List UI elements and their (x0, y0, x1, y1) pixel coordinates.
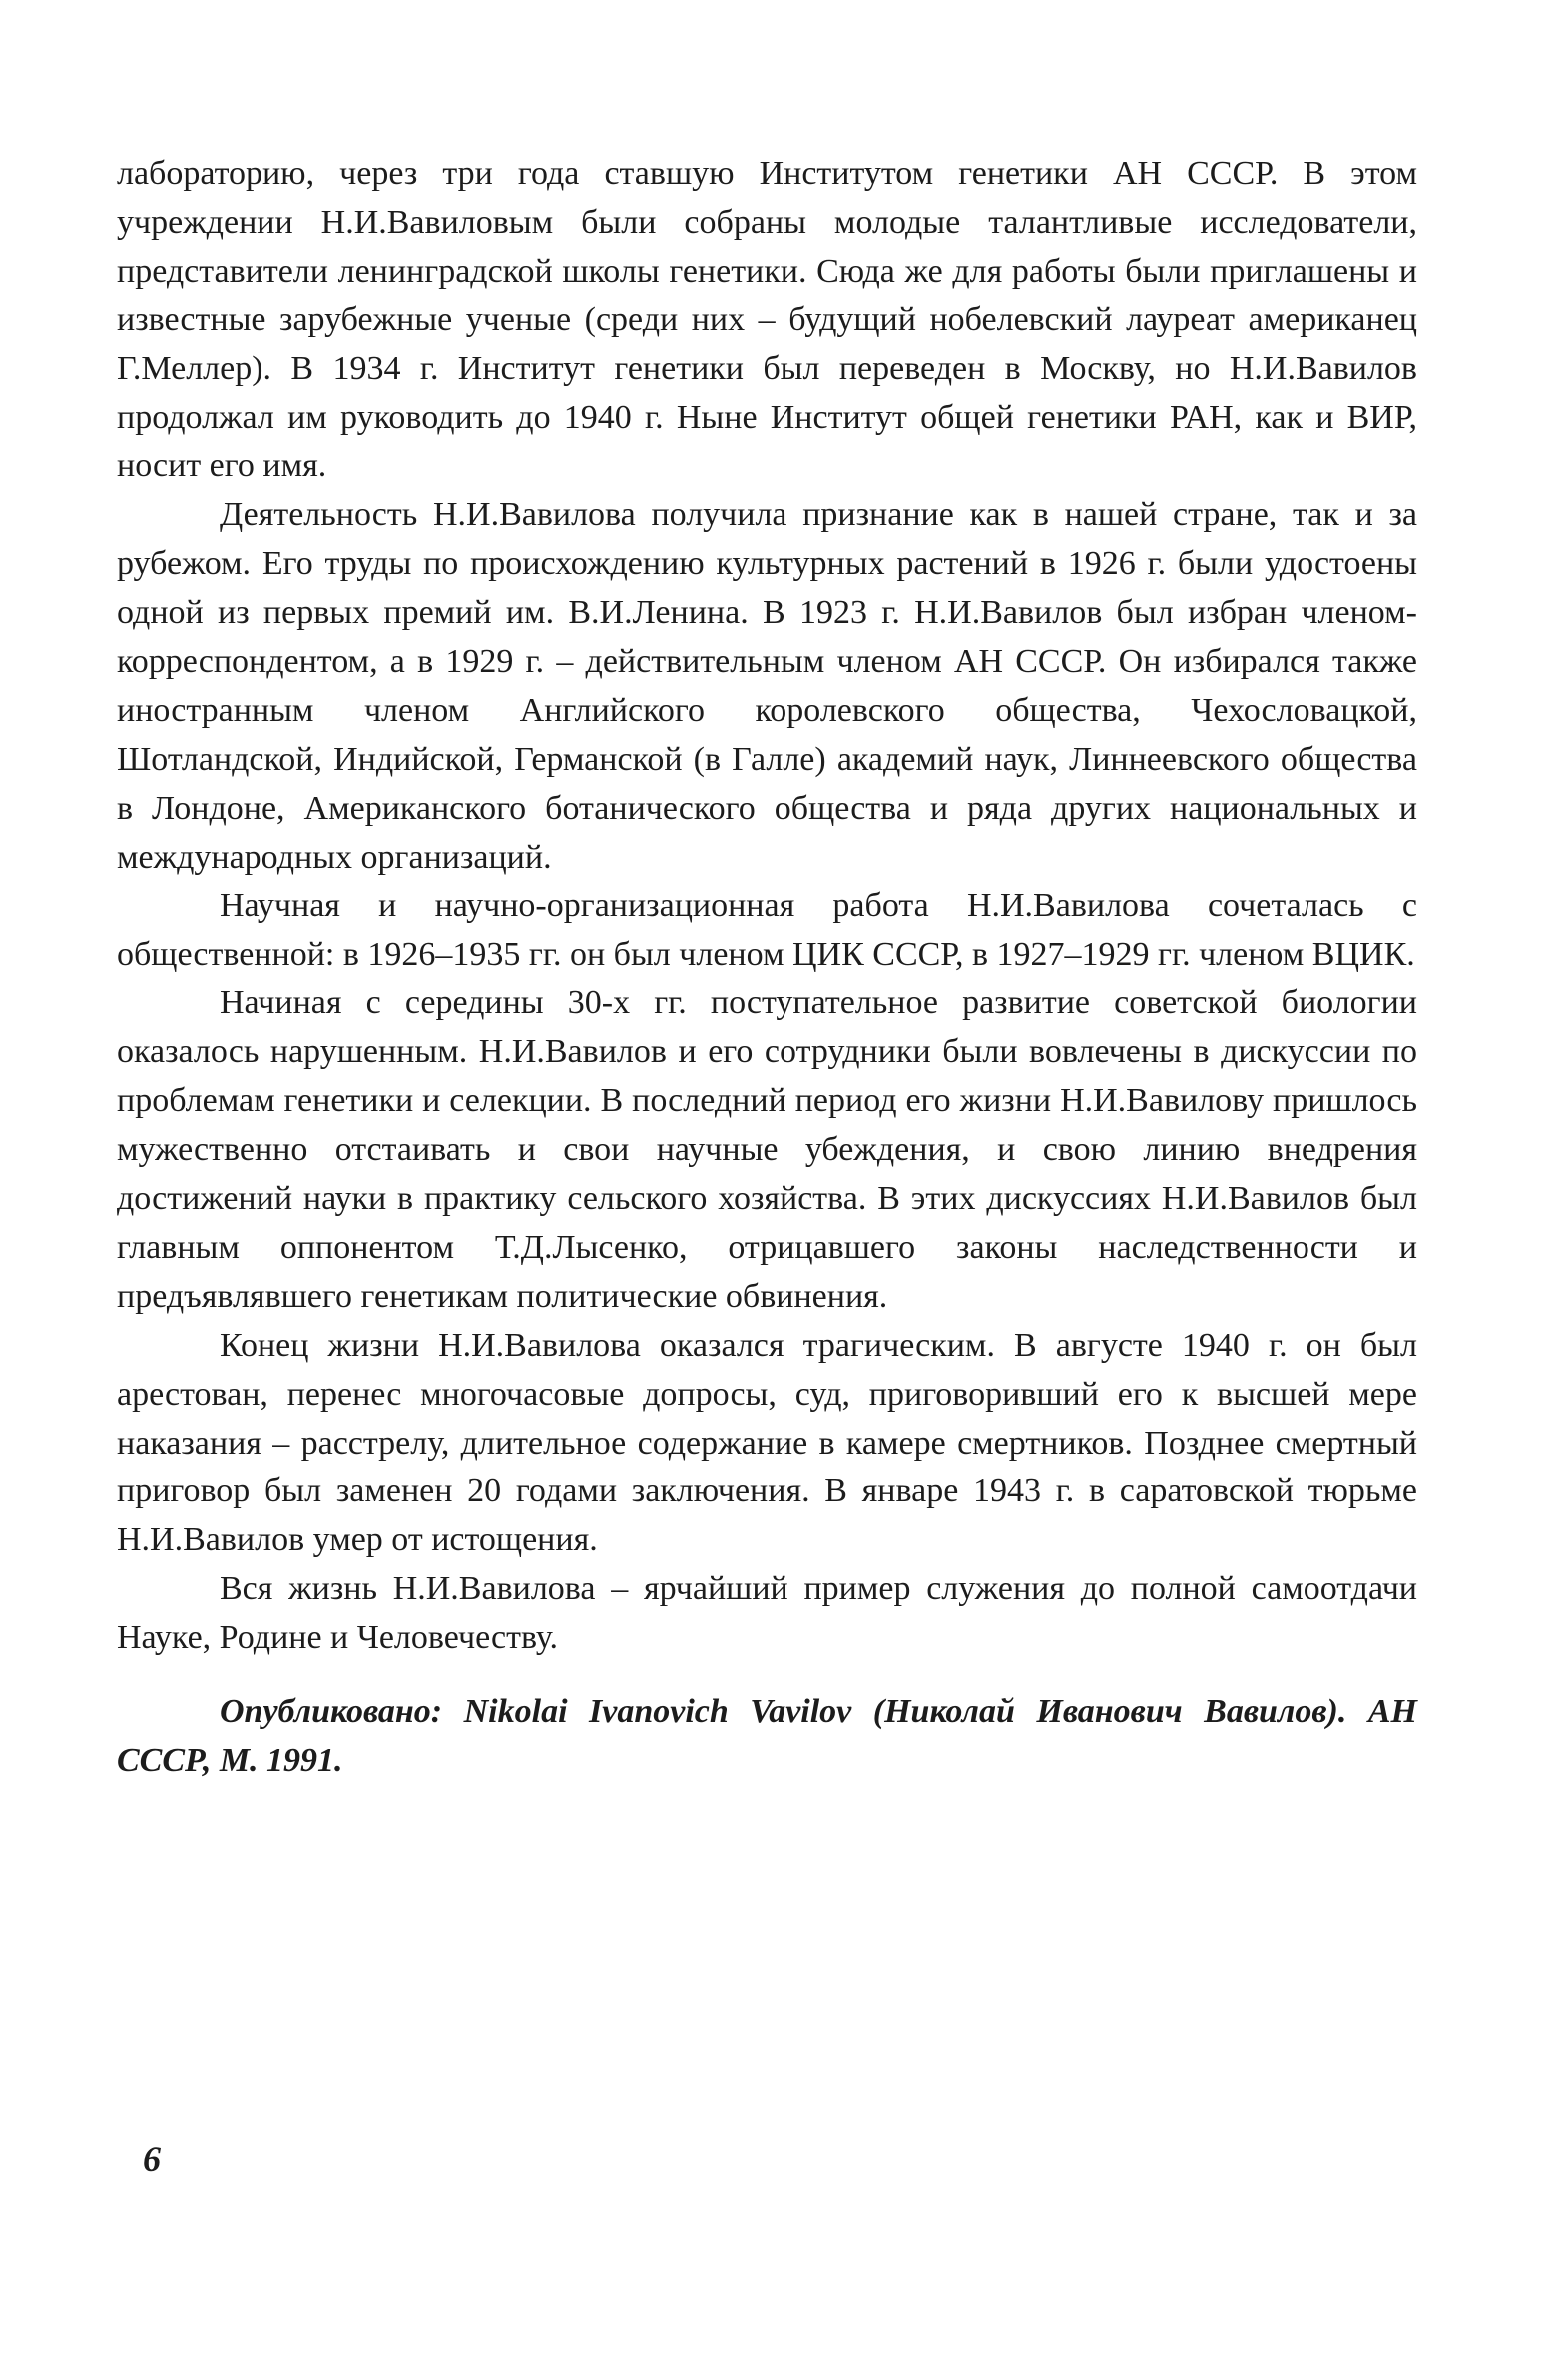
paragraph-discussions: Начиная с середины 30-х гг. поступательное развитие советской биологии оказалось нарушенным. Н.И.Вавилов и его сотрудники были вовлечены в дискуссии по проблемам генетики и селекции. В последний период его жизни Н.И.Вавилову пришлось мужественно отстаивать и свои научные убеждения, и свою линию внедрения достижений науки в практику сельского хозяйства. В этих дискуссиях Н.И.Вавилов был главным оппонентом Т.Д.Лысенко, отрицавшего законы наследственности и предъявлявшего генетикам политические обвинения. (117, 984, 1417, 1315)
paragraph-public-work: Научная и научно-организационная работа Н.И.Вавилова сочеталась с общественной: в 1926–1935 гг. он был членом ЦИК СССР, в 1927–1929 гг. членом ВЦИК. (117, 886, 1417, 973)
body-text (117, 150, 1417, 1786)
page-number: 6 (143, 2139, 161, 2179)
paragraph-conclusion: Вся жизнь Н.И.Вавилова – ярчайший пример служения до полной самоотдачи Науке, Родине и Человечеству. (117, 1570, 1417, 1657)
paragraph-tragic-end: Конец жизни Н.И.Вавилова оказался трагическим. В августе 1940 г. он был арестован, перенес многочасовые допросы, суд, приговоривший его к высшей мере наказания – расстрелу, длительное содержание в камере смертников. Позднее смертный приговор был заменен 20 годами заключения. В январе 1943 г. в саратовской тюрьме Н.И.Вавилов умер от истощения. (117, 1326, 1417, 1559)
paragraph-continuation: лабораторию, через три года ставшую Институтом генетики АН СССР. В этом учреждении Н.И.Вавиловым были собраны молодые талантливые исследователи, представители ленинградской школы генетики. Сюда же для работы были приглашены и известные зарубежные ученые (среди них – будущий нобелевский лауреат американец Г.Меллер). В 1934 г. Институт генетики был переведен в Москву, но Н.И.Вавилов продолжал им руководить до 1940 г. Ныне Институт общей генетики РАН, как и ВИР, носит его имя. (117, 155, 1417, 485)
paragraph-recognition: Деятельность Н.И.Вавилова получила признание как в нашей стране, так и за рубежом. Его труды по происхождению культурных растений в 1926 г. были удостоены одной из первых премий им. В.И.Ленина. В 1923 г. Н.И.Вавилов был избран членом-корреспондентом, а в 1929 г. – действительным членом АН СССР. Он избирался также иностранным членом Английского королевского общества, Чехословацкой, Шотландской, Индийской, Германской (в Галле) академий наук, Линнеевского общества в Лондоне, Американского ботанического общества и ряда других национальных и международных организаций. (117, 496, 1417, 876)
publication-citation: Опубликовано: Nikolai Ivanovich Vavilov (Николай Иванович Вавилов). АН СССР, М. 1991. (117, 1693, 1417, 1779)
